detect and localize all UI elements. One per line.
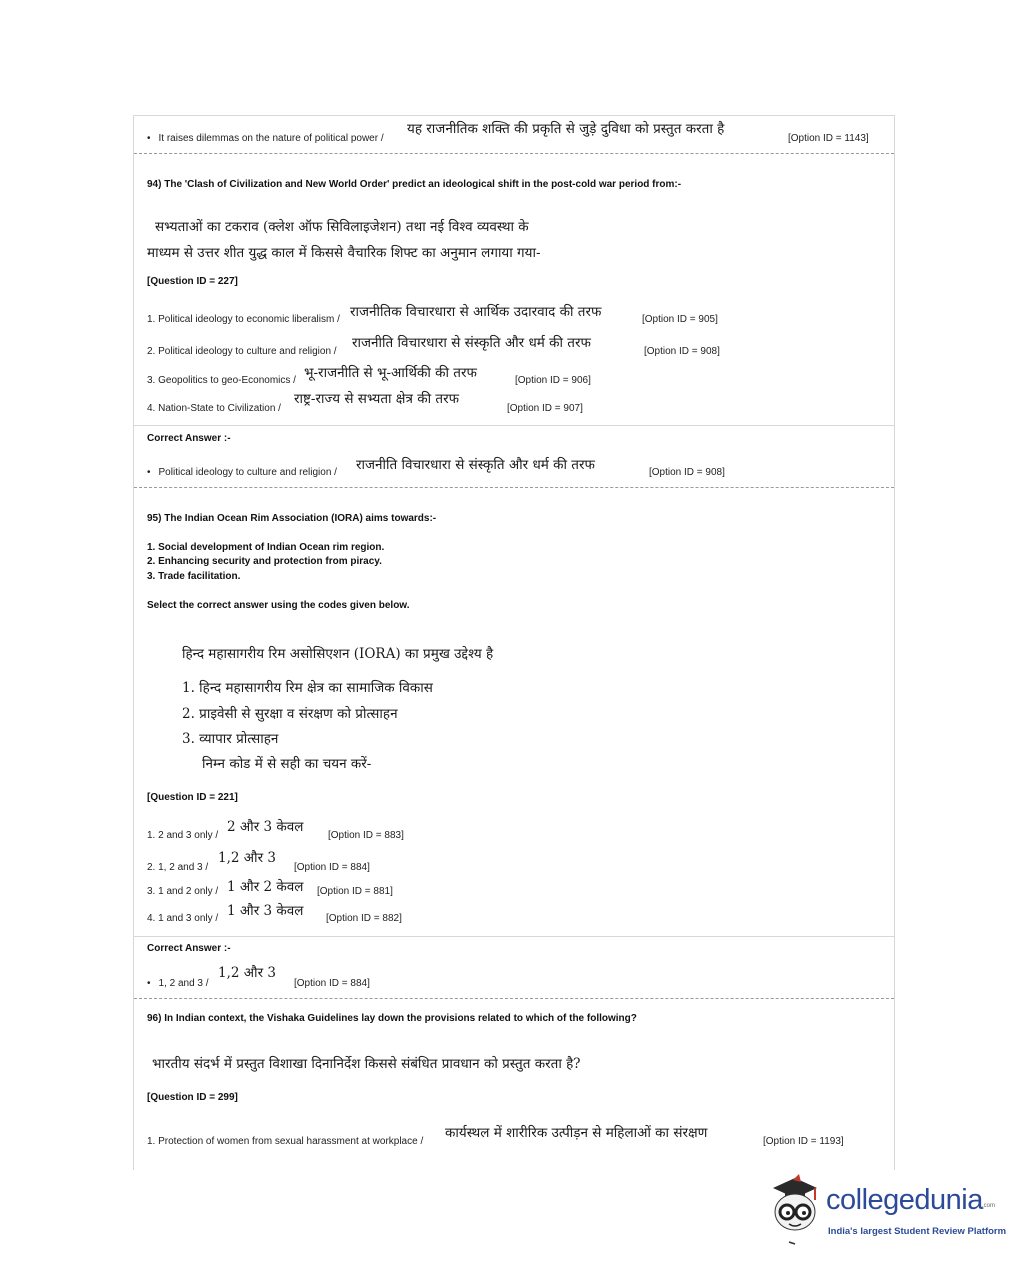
q96-option-1-hi: कार्यस्थल में शारीरिक उत्पीड़न से महिलाओं का संरक्षण xyxy=(445,1125,708,1141)
q95-point-3: 3. Trade facilitation. xyxy=(147,571,241,582)
top-rule xyxy=(134,115,894,116)
exam-page xyxy=(133,115,895,1170)
q95-hindi-point-2: 2. प्राइवेसी से सुरक्षा व संरक्षण को प्रोत्साहन xyxy=(182,706,398,722)
q95-hindi-title: हिन्द महासागरीय रिम असोसिएशन (IORA) का प्रमुख उद्देश्य है xyxy=(182,646,494,662)
q94-answer-en: • Political ideology to culture and religion / xyxy=(147,467,337,478)
q96-question-id: [Question ID = 299] xyxy=(147,1092,238,1103)
q95-hindi-point-1: 1. हिन्द महासागरीय रिम क्षेत्र का सामाजिक विकास xyxy=(182,680,433,696)
q95-title: 95) The Indian Ocean Rim Association (IORA) aims towards:- xyxy=(147,513,437,524)
q95-option-1-id: [Option ID = 883] xyxy=(328,830,404,841)
q95-option-3-en: 3. 1 and 2 only / xyxy=(147,886,219,897)
q94-option-4-id: [Option ID = 907] xyxy=(507,403,583,414)
q94-option-1-en: 1. Political ideology to economic liberalism / xyxy=(147,314,340,325)
q94-option-2-id: [Option ID = 908] xyxy=(644,346,720,357)
q94-hindi-line1: सभ्यताओं का टकराव (क्लेश ऑफ सिविलाइजेशन) तथा नई विश्व व्यवस्था के xyxy=(155,219,529,235)
q96-hindi: भारतीय संदर्भ में प्रस्तुत विशाखा दिनानिर्देश किससे संबंधित प्रावधान को प्रस्तुत करता है? xyxy=(152,1056,581,1072)
q95-option-1-hi: 2 और 3 केवल xyxy=(227,819,304,835)
q94-option-4-en: 4. Nation-State to Civilization / xyxy=(147,403,281,414)
brand-tagline: India's largest Student Review Platform xyxy=(828,1226,1007,1237)
q95-answer-en: • 1, 2 and 3 / xyxy=(147,978,209,989)
q94-option-4-hi: राष्ट्र-राज्य से सभ्यता क्षेत्र की तरफ xyxy=(294,391,460,407)
q95-option-1-en: 1. 2 and 3 only / xyxy=(147,830,219,841)
divider xyxy=(134,153,894,154)
q95-hindi-instruction: निम्न कोड में से सही का चयन करें- xyxy=(202,756,372,772)
q95-answer-id: [Option ID = 884] xyxy=(294,978,370,989)
q95-option-3-hi: 1 और 2 केवल xyxy=(227,879,304,895)
q94-option-2-hi: राजनीति विचारधारा से संस्कृति और धर्म की तरफ xyxy=(352,335,591,351)
q95-option-2-id: [Option ID = 884] xyxy=(294,862,370,873)
q96-option-1-id: [Option ID = 1193] xyxy=(763,1136,844,1147)
brand-com: .com xyxy=(982,1203,996,1209)
q94-question-id: [Question ID = 227] xyxy=(147,276,238,287)
q94-option-3-id: [Option ID = 906] xyxy=(515,375,591,386)
q94-correct-label: Correct Answer :- xyxy=(147,433,231,444)
q95-option-4-id: [Option ID = 882] xyxy=(326,913,402,924)
options-rule xyxy=(134,936,894,937)
q94-title: 94) The 'Clash of Civilization and New World Order' predict an ideological shift in the post-cold war period from:- xyxy=(147,179,682,190)
q95-hindi-point-3: 3. व्यापार प्रोत्साहन xyxy=(182,731,279,747)
q95-instruction: Select the correct answer using the codes given below. xyxy=(147,600,410,611)
q95-option-2-hi: 1,2 और 3 xyxy=(218,850,276,866)
q95-question-id: [Question ID = 221] xyxy=(147,792,238,803)
q96-title: 96) In Indian context, the Vishaka Guidelines lay down the provisions related to which of the following? xyxy=(147,1013,637,1024)
q93-answer-en: • It raises dilemmas on the nature of political power / xyxy=(147,133,384,144)
q93-answer-id: [Option ID = 1143] xyxy=(788,133,869,144)
q94-option-1-id: [Option ID = 905] xyxy=(642,314,718,325)
q93-answer-hi: यह राजनीतिक शक्ति की प्रकृति से जुड़े दुविधा को प्रस्तुत करता है xyxy=(407,121,725,137)
q96-option-1-en: 1. Protection of women from sexual harassment at workplace / xyxy=(147,1136,424,1147)
q95-answer-hi: 1,2 और 3 xyxy=(218,965,276,981)
q95-point-2: 2. Enhancing security and protection from piracy. xyxy=(147,556,382,567)
q94-option-2-en: 2. Political ideology to culture and religion / xyxy=(147,346,337,357)
q94-option-1-hi: राजनीतिक विचारधारा से आर्थिक उदारवाद की तरफ xyxy=(350,304,602,320)
q94-option-3-en: 3. Geopolitics to geo-Economics / xyxy=(147,375,296,386)
q95-correct-label: Correct Answer :- xyxy=(147,943,231,954)
q94-answer-hi: राजनीति विचारधारा से संस्कृति और धर्म की तरफ xyxy=(356,457,595,473)
q95-option-3-id: [Option ID = 881] xyxy=(317,886,393,897)
divider xyxy=(134,487,894,488)
q94-option-3-hi: भू-राजनीति से भू-आर्थिकी की तरफ xyxy=(304,365,477,381)
q95-point-1: 1. Social development of Indian Ocean rim region. xyxy=(147,542,385,553)
q94-hindi-line2: माध्यम से उत्तर शीत युद्ध काल में किससे वैचारिक शिफ्ट का अनुमान लगाया गया- xyxy=(147,245,541,261)
q94-answer-id: [Option ID = 908] xyxy=(649,467,725,478)
q95-option-2-en: 2. 1, 2 and 3 / xyxy=(147,862,209,873)
q95-option-4-en: 4. 1 and 3 only / xyxy=(147,913,219,924)
brand-name: collegedunia xyxy=(826,1184,983,1216)
options-rule xyxy=(134,425,894,426)
divider xyxy=(134,998,894,999)
q95-option-4-hi: 1 और 3 केवल xyxy=(227,903,304,919)
